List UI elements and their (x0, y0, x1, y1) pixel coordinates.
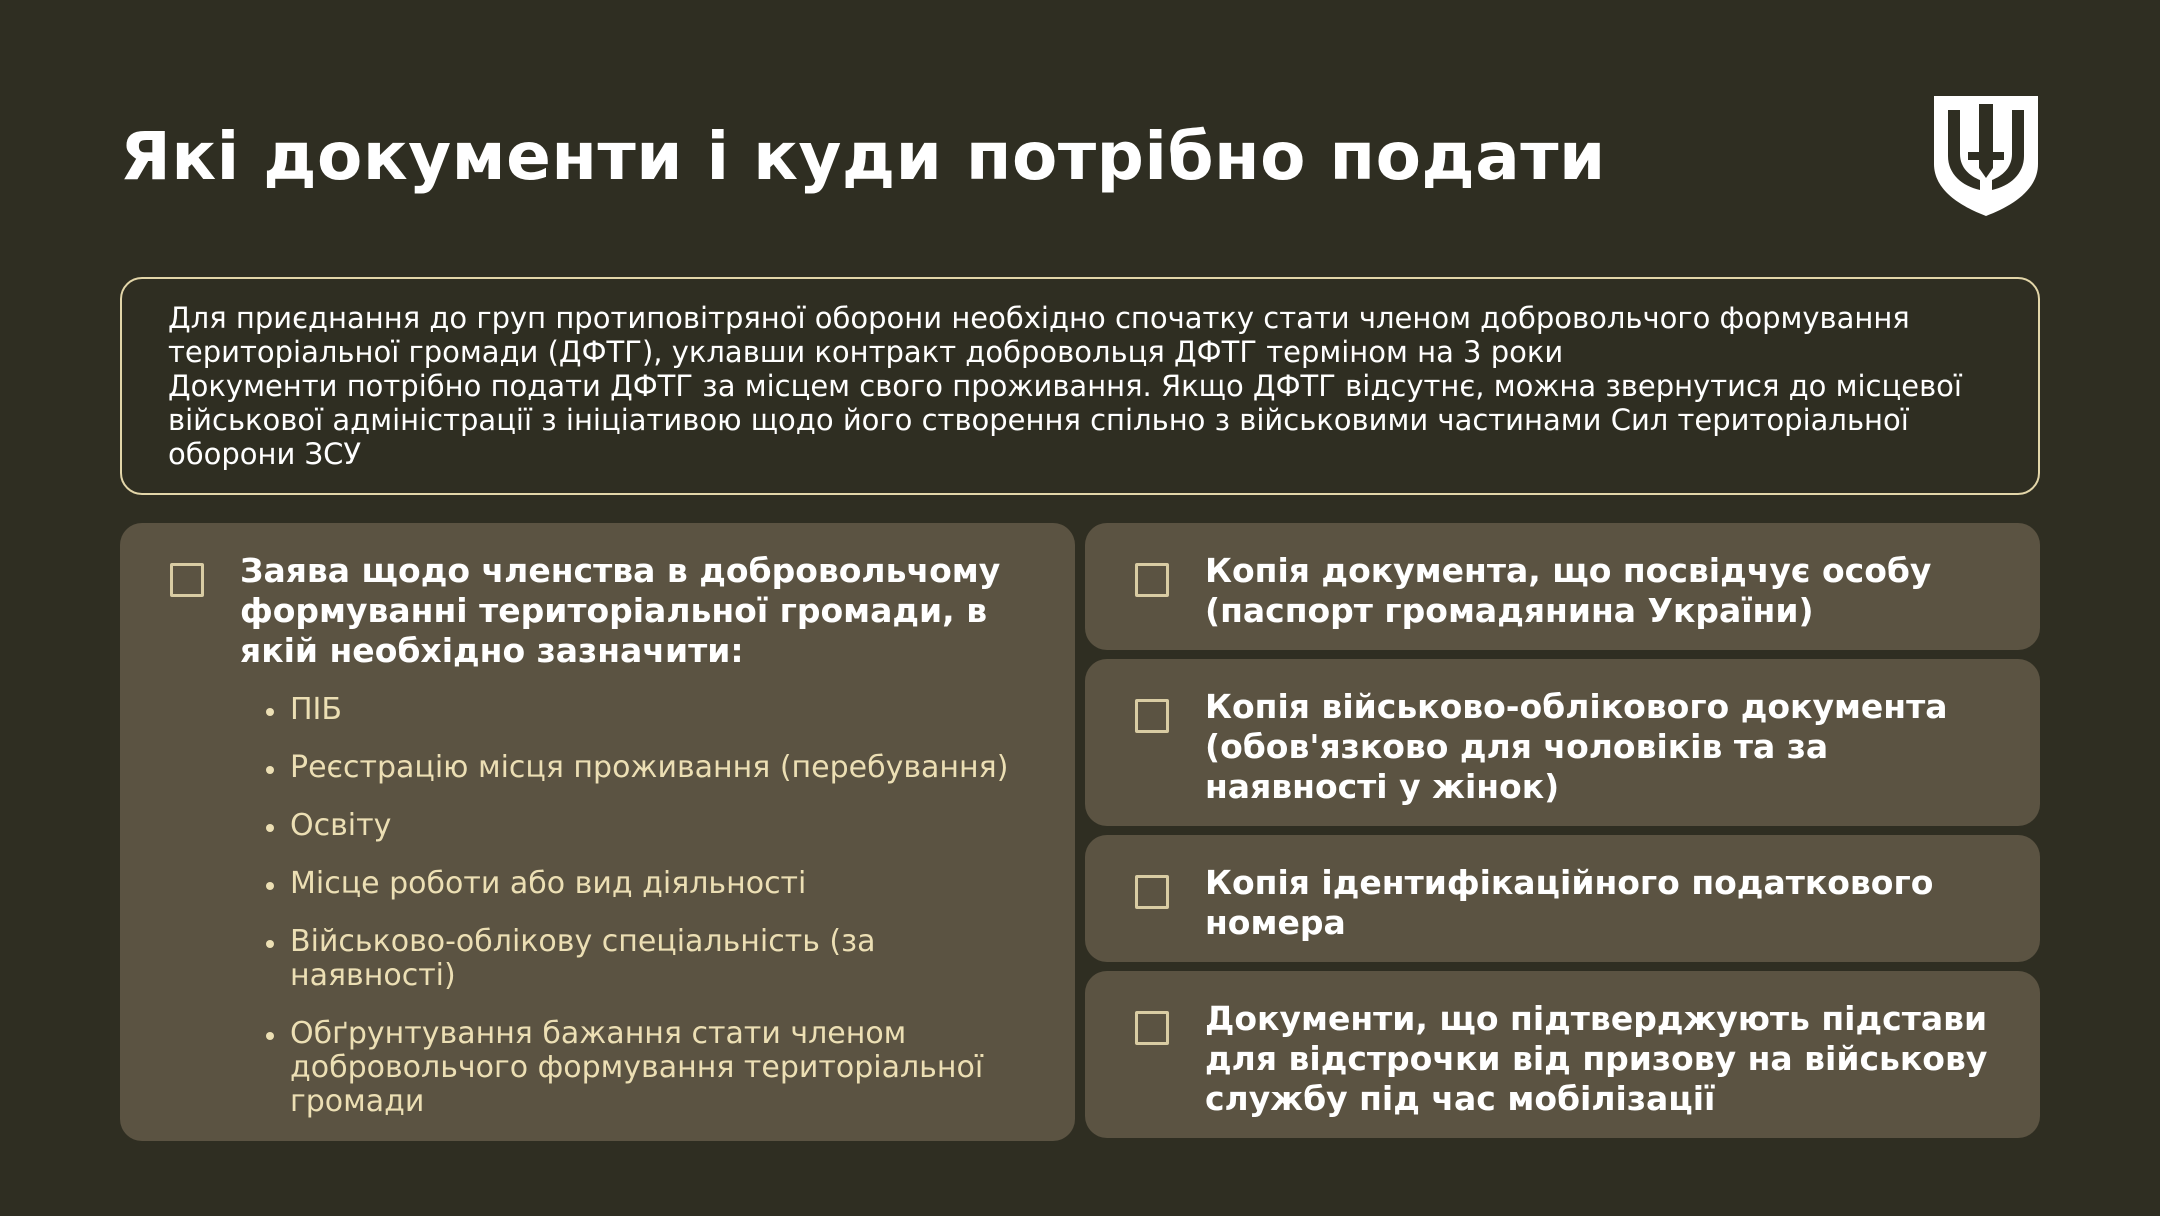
page-title: Які документи і куди потрібно подати (120, 118, 1606, 195)
intro-box (120, 277, 2040, 495)
document-checkbox[interactable] (1135, 1011, 1169, 1045)
document-card-tax-number (1085, 835, 2040, 962)
list-item: Реєстрацію місця проживання (перебування) (290, 751, 1035, 785)
list-item: Місце роботи або вид діяльності (290, 867, 1035, 901)
list-item: Освіту (290, 809, 1035, 843)
document-checkbox[interactable] (1135, 699, 1169, 733)
document-label: Копія ідентифікаційного податкового номера (1205, 863, 1934, 942)
document-label: Копія військово-облікового документа (обов'язково для чоловіків та за наявності у жінок) (1205, 687, 1948, 806)
intro-paragraph: Документи потрібно подати ДФТГ за місцем свого проживання. Якщо ДФТГ відсутнє, можна звернутися до місцевої військової адміністрації з ініціативою щодо його створення спільно з військовими частинами Сил територіальної оборони ЗСУ (168, 369, 1962, 471)
application-card (120, 523, 1075, 1141)
document-card-military-record (1085, 659, 2040, 826)
application-checkbox[interactable] (170, 563, 204, 597)
document-card-deferment (1085, 971, 2040, 1138)
document-label: Документи, що підтверджують підстави для відстрочки від призову на військову службу під час мобілізації (1205, 999, 1988, 1118)
application-heading: Заява щодо членства в добровольчому формуванні територіальної громади, в якій необхідно зазначити: (240, 551, 1001, 670)
application-fields-list (170, 693, 1035, 1119)
intro-paragraph: Для приєднання до груп протиповітряної оборони необхідно спочатку стати членом добровольчого формування територіальної громади (ДФТГ), уклавши контракт добровольця ДФТГ терміном на 3 роки (168, 301, 1910, 369)
trident-shield-icon (1932, 94, 2040, 218)
list-item: Військово-облікову спеціальність (за наявності) (290, 925, 1035, 993)
list-item: Обґрунтування бажання стати членом добровольчого формування територіальної громади (290, 1017, 1035, 1119)
document-checkbox[interactable] (1135, 563, 1169, 597)
list-item: ПІБ (290, 693, 1035, 727)
document-label: Копія документа, що посвідчує особу (паспорт громадянина України) (1205, 551, 1932, 630)
document-card-passport (1085, 523, 2040, 650)
document-checkbox[interactable] (1135, 875, 1169, 909)
